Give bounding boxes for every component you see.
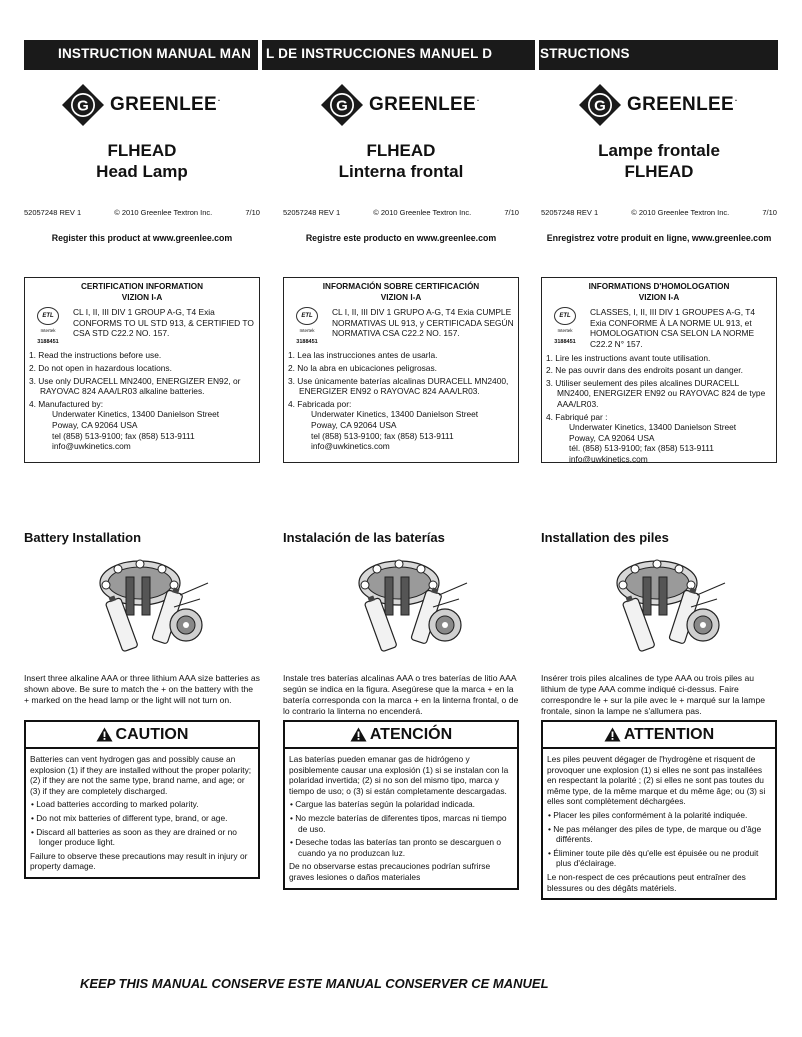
banner-english: INSTRUCTION MANUAL MAN <box>58 46 252 61</box>
copyright: © 2010 Greenlee Textron Inc. <box>631 208 730 217</box>
warning-header <box>285 722 517 749</box>
cert-subtitle: VIZION I-A <box>121 292 163 302</box>
warning-title: ATENCIÓN <box>369 725 453 743</box>
list-item: • Placer les piles conformément à la polarité indiquée. <box>548 809 748 820</box>
insert-instructions: Insert three alkaline AAA or three lithium AAA size batteries as shown above. Be sure to match the + on the battery with the + marked on the head lamp or the light will not turn on. <box>24 673 260 705</box>
manufacturer-address: Underwater Kinetics, 13400 Danielson Street Poway, CA 92064 USA tel (858) 513-9100; fax (858) 513-9111 info@uwkinetics.com <box>52 409 220 452</box>
product-title <box>24 140 260 182</box>
document-meta <box>24 208 260 217</box>
document-meta <box>541 208 777 217</box>
document-meta <box>283 208 519 217</box>
list-item: • Deseche todas las baterías tan pronto se descarguen o cuando ya no produzcan luz. <box>290 837 502 858</box>
list-item: 2. No la abra en ubicaciones peligrosas. <box>288 362 437 373</box>
product-title-line2: Linterna frontal <box>338 162 464 181</box>
list-item: • Ne pas mélanger des piles de type, de marque ou d'âge différents. <box>548 823 762 845</box>
product-title-line2: Head Lamp <box>96 162 188 181</box>
cert-subtitle: VIZION I-A <box>380 292 422 302</box>
insert-instructions: Instale tres baterías alcalinas AAA o tres baterías de litio AAA según se indica en la figura. Asegúrese que la marca + en la batería corresponda con la marca + en la linterna frontal, o de lo contrario la linterna no encenderá. <box>283 673 519 716</box>
list-item: 4. Manufactured by: <box>29 398 104 409</box>
doc-date: 7/10 <box>762 208 777 217</box>
cert-subtitle: VIZION I-A <box>638 292 680 302</box>
product-title-line1: Lampe frontale <box>598 141 720 160</box>
column-english <box>24 70 260 950</box>
logo-letter: G <box>77 97 89 115</box>
list-item: 3. Use only DURACELL MN2400, ENERGIZER EN92, or RAYOVAC 824 AAA/LR03 alkaline batteries. <box>29 375 241 397</box>
product-title-line1: FLHEAD <box>366 141 436 160</box>
warning-list <box>30 799 255 847</box>
copyright: © 2010 Greenlee Textron Inc. <box>373 208 472 217</box>
list-item: • Load batteries according to marked polarity. <box>31 799 199 810</box>
greenlee-logo-icon <box>61 83 105 127</box>
doc-number: 52057248 REV 1 <box>283 208 341 217</box>
warning-list <box>547 810 772 869</box>
warning-intro: Batteries can vent hydrogen gas and possibly cause an explosion (1) if they are installed without the proper polarity; (2) if they are not the same type, brand name, and age; or (3) if they are completely discharged. <box>30 754 252 796</box>
brand-name: GREENLEE. <box>369 94 480 115</box>
register-text: Register this product at www.greenlee.com <box>51 233 233 243</box>
greenlee-logo <box>61 85 220 125</box>
product-title-line2: FLHEAD <box>624 162 694 181</box>
warning-title: ATTENTION <box>623 725 715 743</box>
certification-box <box>24 277 260 463</box>
column-spanish <box>283 70 519 950</box>
banner-divider <box>258 40 262 70</box>
logo-letter: G <box>594 97 606 115</box>
head-lamp-battery-icon <box>607 555 729 665</box>
manufacturer-address: Underwater Kinetics, 13400 Danielson Street Poway, CA 92064 USA tel (858) 513-9100; fax (858) 513-9111 info@uwkinetics.com <box>311 409 479 452</box>
greenlee-logo-icon <box>320 83 364 127</box>
warning-triangle-icon <box>604 727 621 742</box>
head-lamp-battery-icon <box>349 555 471 665</box>
product-title <box>541 140 777 182</box>
list-item: 3. Utiliser seulement des piles alcalines DURACELL MN2400, ENERGIZER EN92 ou RAYOVAC 824 de type AAA/LR03. <box>546 377 766 409</box>
brand-name: GREENLEE. <box>110 94 221 115</box>
list-item: 1. Lire les instructions avant toute utilisation. <box>546 352 711 363</box>
warning-box <box>283 720 519 890</box>
warning-list <box>289 799 514 858</box>
section-heading: Instalación de las baterías <box>283 530 445 545</box>
warning-intro: Las baterías pueden emanar gas de hidrógeno y posiblemente causar una explosión (1) si se instalan con la polaridad invertida; (2) si no son del mismo tipo, marca y tiempo de uso; o (3) si están completamente descargadas. <box>289 754 509 796</box>
list-item: 2. Do not open in hazardous locations. <box>29 362 172 373</box>
cert-title: INFORMACIÓN SOBRE CERTIFICACIÓN <box>322 282 480 291</box>
cert-standards: CLASSES, I, II, III DIV 1 GROUPES A-G, T4 Exia CONFORME À LA NORME UL 913, et HOMOLOGATION CSA SELON LA NORME C22.2 N° 157. <box>590 307 756 349</box>
product-title <box>283 140 519 182</box>
doc-date: 7/10 <box>245 208 260 217</box>
warning-triangle-icon <box>96 727 113 742</box>
greenlee-logo <box>320 85 479 125</box>
cert-standards: CL I, II, III DIV 1 GRUPO A-G, T4 Exia CUMPLE NORMATIVAS UL 913, y CERTIFICADA SEGÚN NORMATIVA CSA C22.2 NO. 157. <box>332 307 514 339</box>
etl-listed-icon: ETL Intertek 3188451 <box>29 307 67 347</box>
warning-footer: Failure to observe these precautions may result in injury or property damage. <box>30 850 248 872</box>
list-item: 4. Fabricada por: <box>288 398 352 409</box>
column-french <box>541 70 777 950</box>
list-item: 4. Fabriqué par : <box>546 411 608 422</box>
warning-header <box>26 722 258 749</box>
list-item: 2. Ne pas ouvrir dans des endroits posant un danger. <box>546 365 743 376</box>
warning-box <box>541 720 777 900</box>
etl-listed-icon: ETL Intertek 3188451 <box>288 307 326 347</box>
section-heading: Battery Installation <box>24 530 142 545</box>
warning-footer: De no observarse estas precauciones podrían sufrirse graves lesiones o daños materiales <box>289 861 491 882</box>
cert-list <box>29 350 255 409</box>
register-text: Registre este producto en www.greenlee.com <box>305 233 497 243</box>
list-item: 1. Read the instructions before use. <box>29 350 162 361</box>
warning-footer: Le non-respect de ces précautions peut entraîner des blessures ou des dégâts matériels. <box>547 871 746 893</box>
cert-list <box>546 353 772 423</box>
etl-listed-icon: ETL Intertek 3188451 <box>546 307 584 349</box>
list-item: 1. Lea las instrucciones antes de usarla. <box>288 350 438 361</box>
list-item: 3. Use únicamente baterías alcalinas DURACELL MN2400, ENERGIZER EN92 o RAYOVAC 824 AAA/LR03. <box>288 375 509 397</box>
doc-date: 7/10 <box>504 208 519 217</box>
greenlee-logo <box>578 85 737 125</box>
greenlee-logo-icon <box>578 83 622 127</box>
head-lamp-battery-icon <box>90 555 212 665</box>
list-item: • Do not mix batteries of different type, brand, or age. <box>31 812 228 823</box>
insert-instructions: Insérer trois piles alcalines de type AAA ou trois piles au lithium de type AAA comme indiqué ci-dessus. Faire correspondre le + sur la pile avec le + marqué sur la lampe frontale, sinon la lampe ne s'allumera pas. <box>541 673 766 716</box>
register-text: Enregistrez votre produit en ligne, www.greenlee.com <box>546 233 772 243</box>
manufacturer-address: Underwater Kinetics, 13400 Danielson Street Poway, CA 92064 USA tél. (858) 513-9100; fax (858) 513-9111 info@uwkinetics.com <box>569 422 737 464</box>
banner-spanish: L DE INSTRUCCIONES MANUEL D <box>266 46 493 61</box>
banner-divider <box>535 40 539 70</box>
product-title-line1: FLHEAD <box>107 141 177 160</box>
cert-title: INFORMATIONS D'HOMOLOGATION <box>588 282 730 291</box>
keep-manual-notice: KEEP THIS MANUAL CONSERVE ESTE MANUAL CONSERVER CE MANUEL <box>80 976 549 991</box>
list-item: • Discard all batteries as soon as they are drained or no longer produce light. <box>31 826 237 848</box>
banner-french: STRUCTIONS <box>540 46 630 61</box>
doc-number: 52057248 REV 1 <box>541 208 599 217</box>
cert-list <box>288 350 514 409</box>
certification-box <box>541 277 777 463</box>
doc-number: 52057248 REV 1 <box>24 208 82 217</box>
certification-box <box>283 277 519 463</box>
brand-name: GREENLEE. <box>627 94 738 115</box>
warning-triangle-icon <box>350 727 367 742</box>
cert-title: CERTIFICATION INFORMATION <box>80 282 204 291</box>
list-item: • No mezcle baterías de diferentes tipos, marcas ni tiempo de uso. <box>290 812 507 834</box>
logo-letter: G <box>336 97 348 115</box>
warning-title: CAUTION <box>115 725 189 743</box>
warning-intro: Les piles peuvent dégager de l'hydrogène et risquent de provoquer une explosion (1) si elles ne sont pas installées en respectant la polarité ; (2) si elles ne sont pas toutes du même type, de la même marque et du même âge; ou (3) si elles sont complètement déchargées. <box>547 754 766 807</box>
list-item: • Éliminer toute pile dès qu'elle est épuisée ou ne produit plus d'éclairage. <box>548 847 759 869</box>
section-heading: Installation des piles <box>541 530 669 545</box>
cert-standards: CL I, II, III DIV 1 GROUP A-G, T4 Exia CONFORMS TO UL STD 913, & CERTIFIED TO CSA STD C22.2 NO. 157. <box>73 307 254 339</box>
list-item: • Cargue las baterías según la polaridad indicada. <box>290 799 475 810</box>
warning-box <box>24 720 260 879</box>
copyright: © 2010 Greenlee Textron Inc. <box>114 208 213 217</box>
warning-header <box>543 722 775 749</box>
